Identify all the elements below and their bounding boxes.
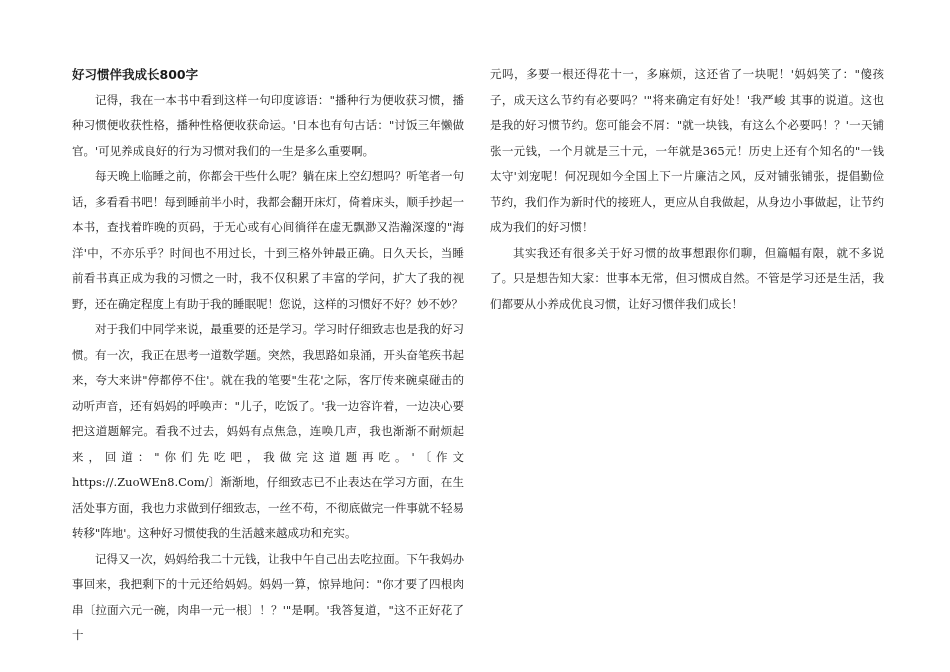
paragraph-conclusion: 其实我还有很多关于好习惯的故事想跟你们聊，但篇幅有限，就不多说了。只是想告知大家：世事本无常，但习惯成自然。不管是学习还是生活，我们都要从小养成优良习惯，让好习惯伴我们成长！ bbox=[490, 245, 884, 311]
document-title: 好习惯伴我成长800字 bbox=[72, 67, 199, 82]
paragraph-study-habit: 对于我们中同学来说，最重要的还是学习。学习时仔细致志也是我的好习惯。有一次，我正在思考一道数学题。突然，我思路如泉涌，开头奋笔疾书起来，夸大来讲"停都停不住'。就在我的笔要"生花'之际，客厅传来碗桌碰击的动听声音，还有妈妈的呼唤声："儿子，吃饭了。'我一边容许着，一边决心要把这道题解完。看我不过去，妈妈有点焦急，连唤几声，我也渐渐不耐烦起来，回道："你们先吃吧，我做完这道题再吃。'〔作文https://.ZuoWEn8.Com/〕渐渐地，仔细致志已不止表达在学习方面，在生活处事方面，我也力求做到仔细致志，一丝不苟，不彻底做完一件事就不轻易转移"阵地'。这种好习惯使我的生活越来越成功和充实。 bbox=[72, 322, 464, 540]
paragraph-reading-habit: 每天晚上临睡之前，你都会干些什么呢？躺在床上空幻想吗？听笔者一句话，多看看书吧！每到睡前半小时，我都会翻开床灯，倚着床头，顺手抄起一本书，查找着昨晚的页码，于无心或有心间徜徉在虚无飘渺又浩瀚深邃的"海洋'中，不亦乐乎？时间也不用过长，十到三格外钟最正确。日久天长，当睡前看书真正成为我的习惯之一时，我不仅积累了丰富的学问，扩大了我的视野，还在确定程度上有助于我的睡眠呢！您说，这样的习惯好不好？妙不妙？ bbox=[72, 169, 464, 311]
paragraph-saving-continued: 元吗，多要一根还得花十一，多麻烦，这还省了一块呢！'妈妈笑了："傻孩子，成天这么节约有必要吗？'"将来确定有好处！'我严峻 其事的说道。这也是我的好习惯节约。您可能会不屑："就一块钱，有这么个必要吗！？'一天铺张一元钱，一个月就是三十元，一年就是365元！历史上还有个知名的"一钱太守'刘宠呢！何况现如今全国上下一片廉洁之风，反对铺张铺张，提倡勤俭节约，我们作为新时代的接班人，更应从自我做起，从身边小事做起，让节约成为我们的好习惯！ bbox=[490, 67, 884, 234]
paragraph-saving-story: 记得又一次，妈妈给我二十元钱，让我中午自己出去吃拉面。下午我妈办事回来，我把剩下的十元还给妈妈。妈妈一算，惊异地问："你才要了四根肉串〔拉面六元一碗，肉串一元一根〕！？'"是啊。'我答复道，"这不正好花了十 bbox=[72, 551, 464, 642]
right-column bbox=[490, 62, 884, 317]
left-column bbox=[72, 62, 464, 649]
paragraph-proverb: 记得，我在一本书中看到这样一句印度谚语："播种行为便收获习惯，播种习惯便收获性格，播种性格便收获命运。'日本也有句古话："讨饭三年懒做官。'可见养成良好的行为习惯对我们的一生是多么重要啊。 bbox=[72, 92, 464, 158]
